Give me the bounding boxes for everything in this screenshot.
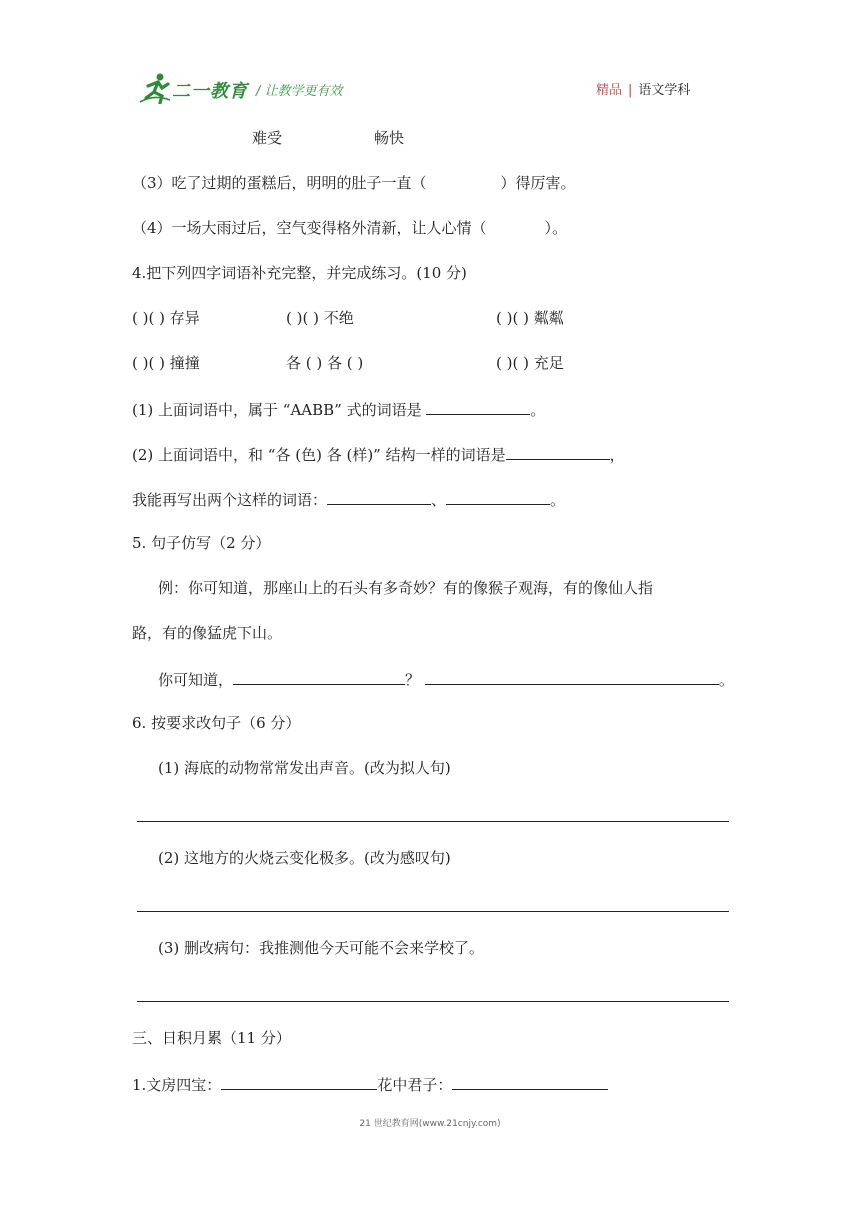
q4-sub-3-blank-2[interactable] — [446, 488, 550, 505]
q4-idiom-2[interactable]: ( )( ) 不绝 — [286, 309, 354, 327]
q6-answer-line-3[interactable] — [137, 1001, 729, 1002]
q4-title: 4.把下列四字词语补充完整，并完成练习。(10 分) — [132, 264, 467, 282]
subject-tag: 语文学科 — [638, 83, 691, 98]
word-option-a: 难受 — [252, 129, 283, 147]
q3-item-4-end: ）。 — [544, 219, 568, 237]
q4-sub-3-sep: 、 — [431, 491, 447, 509]
logo-slogan: / 让教学更有效 — [256, 84, 343, 99]
q3-item-3-text: （3）吃了过期的蛋糕后，明明的肚子一直（ — [132, 174, 427, 192]
section-3-blank-2[interactable] — [452, 1073, 608, 1090]
q5-blank-2[interactable] — [425, 668, 719, 685]
q4-sub-3 — [132, 488, 565, 510]
runner-logo-icon — [138, 72, 172, 104]
section-3-item-1 — [132, 1073, 608, 1095]
q6-item-2: (2) 这地方的火烧云变化极多。(改为感叹句) — [158, 849, 451, 867]
q3-item-3-end: ）得厉害。 — [500, 174, 576, 192]
q5-question-mark: ？ — [405, 671, 421, 689]
q5-title: 5. 句子仿写（2 分） — [132, 534, 271, 552]
logo — [138, 70, 358, 106]
q5-example-line-1: 例：你可知道，那座山上的石头有多奇妙？有的像猴子观海，有的像仙人指 — [158, 579, 654, 597]
q4-sub-2 — [132, 443, 625, 465]
q6-item-1: (1) 海底的动物常常发出声音。(改为拟人句) — [158, 759, 451, 777]
q3-item-3 — [132, 173, 576, 193]
section-3-item-1-label-a: 1.文房四宝： — [132, 1076, 222, 1094]
q5-answer-prefix: 你可知道， — [158, 671, 234, 689]
q4-idiom-3[interactable]: ( )( ) 粼粼 — [496, 309, 564, 327]
q4-sub-1-end: 。 — [530, 401, 546, 419]
section-3-item-1-label-b: 花中君子： — [377, 1076, 453, 1094]
word-option-b: 畅快 — [374, 129, 405, 147]
header-tags — [596, 79, 690, 98]
section-3-blank-1[interactable] — [221, 1073, 377, 1090]
q4-sub-3-text: 我能再写出两个这样的词语： — [132, 491, 328, 509]
q4-sub-2-blank[interactable] — [506, 443, 610, 460]
q4-sub-1-text: (1) 上面词语中，属于 “AABB” 式的词语是 — [132, 401, 422, 419]
q6-title: 6. 按要求改句子（6 分） — [132, 714, 301, 732]
q5-answer-end: 。 — [718, 671, 734, 689]
q4-idiom-4[interactable]: ( )( ) 撞撞 — [132, 354, 200, 372]
q4-sub-1-blank[interactable] — [426, 398, 530, 415]
q4-sub-2-text: (2) 上面词语中，和 “各 (色) 各 (样)” 结构一样的词语是 — [132, 446, 506, 464]
q3-item-4 — [132, 218, 567, 238]
logo-text: 二一教育 — [172, 81, 248, 102]
q5-example-line-2: 路，有的像猛虎下山。 — [132, 624, 283, 642]
q4-idiom-5[interactable]: 各 ( ) 各 ( ) — [286, 354, 364, 372]
q4-sub-2-end: ， — [609, 446, 625, 464]
q3-item-4-text: （4）一场大雨过后，空气变得格外清新，让人心情（ — [132, 219, 487, 237]
q4-sub-1 — [132, 398, 545, 420]
quality-tag: 精品 — [596, 83, 623, 98]
q6-item-3: (3) 删改病句：我推测他今天可能不会来学校了。 — [158, 939, 485, 957]
q6-answer-line-2[interactable] — [137, 911, 729, 912]
q4-sub-3-blank-1[interactable] — [327, 488, 431, 505]
q4-sub-3-end: 。 — [550, 491, 566, 509]
q5-answer — [158, 668, 734, 690]
section-3-title: 三、日积月累（11 分） — [132, 1029, 291, 1047]
q4-idiom-1[interactable]: ( )( ) 存异 — [132, 309, 200, 327]
q5-blank-1[interactable] — [233, 668, 405, 685]
page-footer: 21 世纪教育网(www.21cnjy.com) — [359, 1119, 501, 1129]
q6-answer-line-1[interactable] — [137, 821, 729, 822]
q4-idiom-6[interactable]: ( )( ) 充足 — [496, 354, 564, 372]
header-divider: | — [628, 83, 633, 98]
